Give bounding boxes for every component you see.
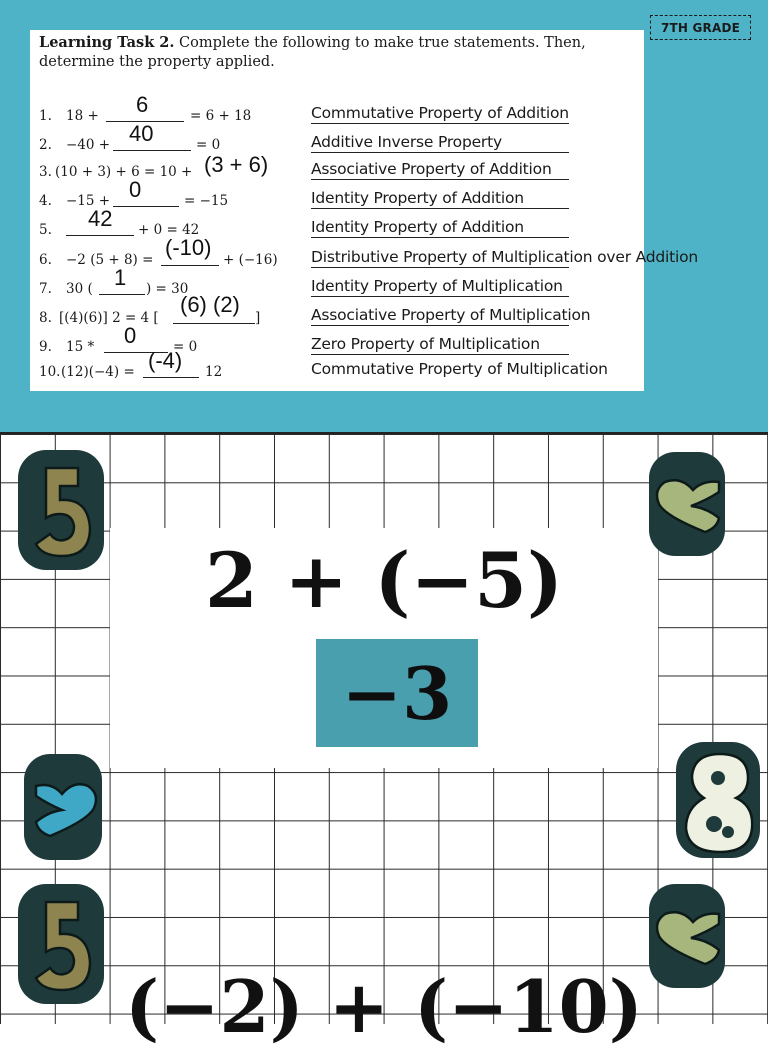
item-left: 30 ( xyxy=(66,281,93,297)
item-property: Identity Property of Addition xyxy=(311,189,524,207)
item-left: (12)(−4) = xyxy=(61,364,135,380)
item-answer: (6) (2) xyxy=(180,292,240,317)
item-property: Distributive Property of Multiplication over Addition xyxy=(311,248,699,266)
item-left: (10 + 3) + 6 = 10 + xyxy=(55,164,193,180)
item-number: 1. xyxy=(39,108,52,124)
property-underline xyxy=(311,152,569,153)
item-left: −15 + xyxy=(66,193,111,209)
answer-underline xyxy=(113,150,191,151)
item-answer: 42 xyxy=(88,206,113,231)
five-shape-icon xyxy=(16,882,108,1008)
item-right: 12 xyxy=(205,364,223,380)
item-number: 3. xyxy=(39,164,52,180)
item-right: ) = 30 xyxy=(146,281,189,297)
five-shape-icon xyxy=(16,448,108,574)
task-title: Learning Task 2. xyxy=(39,34,175,51)
property-underline xyxy=(311,237,569,238)
item-left: −40 + xyxy=(66,137,111,153)
next-equation: (−2) + (−10) xyxy=(125,964,643,1049)
learning-task-card xyxy=(30,30,699,391)
item-left: 15 * xyxy=(66,339,95,355)
answer-box: −3 xyxy=(316,639,478,747)
item-answer: (-4) xyxy=(148,348,183,373)
item-property: Additive Inverse Property xyxy=(311,133,502,151)
answer-underline xyxy=(66,235,134,236)
item-number: 6. xyxy=(39,252,52,268)
item-property: Identity Property of Multiplication xyxy=(311,277,563,295)
item-property: Identity Property of Addition xyxy=(311,218,524,236)
heart-shape-icon xyxy=(647,882,729,992)
item-property: Associative Property of Multiplication xyxy=(311,306,591,324)
property-underline xyxy=(311,123,569,124)
item-right: ] xyxy=(255,310,261,326)
item-right: = −15 xyxy=(184,193,229,209)
task-item-6 xyxy=(39,235,699,278)
item-property: Zero Property of Multiplication xyxy=(311,335,540,353)
equation: 2 + (−5) xyxy=(205,536,563,625)
task-item-7 xyxy=(39,265,639,307)
item-number: 5. xyxy=(39,222,52,238)
property-underline xyxy=(311,325,569,326)
item-property: Commutative Property of Multiplication xyxy=(311,360,608,378)
answer-underline xyxy=(99,294,145,295)
item-left: −2 (5 + 8) = xyxy=(66,252,154,268)
item-right: = 6 + 18 xyxy=(190,108,252,124)
item-answer: 6 xyxy=(136,92,149,117)
answer-underline xyxy=(143,377,199,378)
item-number: 4. xyxy=(39,193,52,209)
item-left: 18 + xyxy=(66,108,99,124)
heart-shape-icon xyxy=(647,450,729,560)
item-answer: (-10) xyxy=(165,235,212,260)
item-right: + 0 = 42 xyxy=(138,222,200,238)
property-underline xyxy=(311,354,569,355)
item-number: 7. xyxy=(39,281,52,297)
item-property: Associative Property of Addition xyxy=(311,160,552,178)
task-instruction: Complete the following to make true statements. Then, determine the property applied. xyxy=(39,35,586,70)
property-underline xyxy=(311,179,569,180)
heart-shape-icon xyxy=(22,752,106,864)
top-banner xyxy=(0,0,768,432)
property-underline xyxy=(311,296,569,297)
item-number: 8. xyxy=(39,310,52,326)
item-answer: 0 xyxy=(124,323,137,348)
item-number: 10. xyxy=(39,364,61,380)
item-answer: 40 xyxy=(129,121,154,146)
property-underline xyxy=(311,267,569,268)
item-left: [(4)(6)] 2 = 4 [ xyxy=(59,310,159,326)
answer-underline xyxy=(113,206,179,207)
grade-badge: 7TH GRADE xyxy=(650,15,751,40)
answer-underline xyxy=(161,265,219,266)
item-right: + (−16) xyxy=(223,252,278,268)
item-property: Commutative Property of Addition xyxy=(311,104,569,122)
task-item-4 xyxy=(39,177,639,219)
item-right: = 0 xyxy=(173,339,198,355)
item-answer: (3 + 6) xyxy=(204,152,269,177)
item-answer: 1 xyxy=(114,265,127,290)
item-number: 9. xyxy=(39,339,52,355)
task-item-10 xyxy=(39,348,639,390)
eight-shape-icon xyxy=(674,740,764,862)
item-number: 2. xyxy=(39,137,52,153)
item-answer: 0 xyxy=(129,177,142,202)
answer-underline xyxy=(173,323,255,324)
item-right: = 0 xyxy=(196,137,221,153)
task-header xyxy=(39,33,639,72)
task-item-5 xyxy=(39,206,639,248)
property-underline xyxy=(311,208,569,209)
